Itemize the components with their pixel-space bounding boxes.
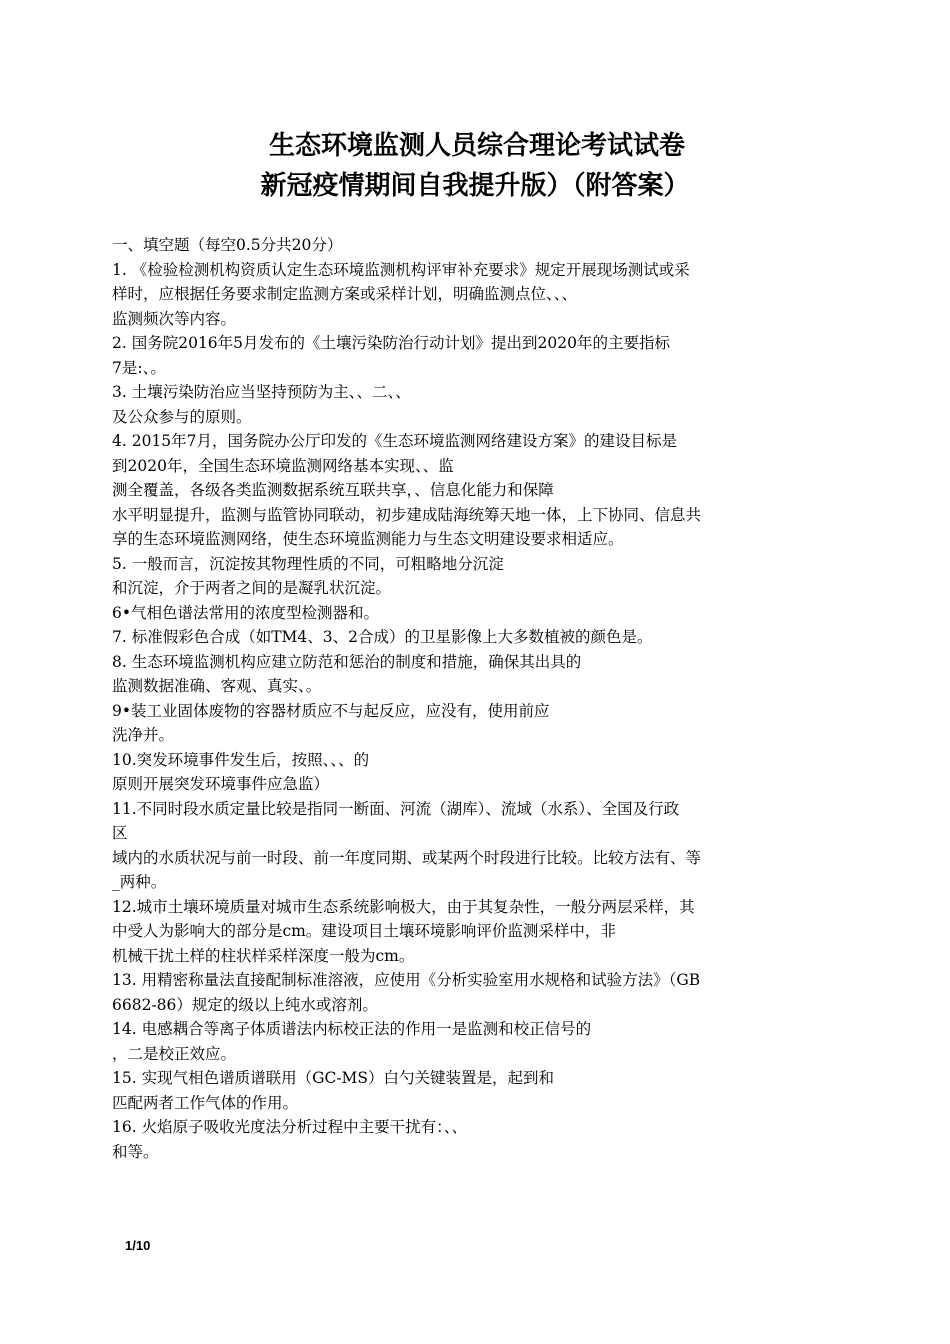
text-line: 匹配两者工作气体的作用。 xyxy=(112,1093,299,1112)
text-line: 6•气相色谱法常用的浓度型检测器和。 xyxy=(112,603,380,622)
text-line: 5. 一般而言，沉淀按其物理性质的不同，可粗略地分沉淀 xyxy=(112,554,504,573)
text-line: 样时，应根据任务要求制定监测方案或采样计划，明确监测点位、、、 xyxy=(112,285,578,303)
text-line: 到2020年，全国生态环境监测网络基本实现、、监 xyxy=(112,456,454,475)
text-line: 监测数据准确、客观、真实、。 xyxy=(112,677,322,695)
text-line: 原则开展突发环境事件应急监） xyxy=(112,775,330,793)
text-line: 享的生态环境监测网络，使生态环境监测能力与生态文明建设要求相适应。 xyxy=(112,530,624,548)
text-line: 8. 生态环境监测机构应建立防范和惩治的制度和措施，确保其出具的 xyxy=(112,652,582,671)
text-line: 监测频次等内容。 xyxy=(112,309,237,328)
title-line-1: 生态环境监测人员综合理论考试试卷 xyxy=(268,131,685,161)
text-line: 10.突发环境事件发生后，按照、、、的 xyxy=(112,750,370,769)
page-number: 1/10 xyxy=(125,1238,151,1253)
text-line: 14. 电感耦合等离子体质谱法内标校正法的作用一是监测和校正信号的 xyxy=(112,1020,592,1038)
text-line: 区 xyxy=(112,824,128,842)
text-line: ，二是校正效应。 xyxy=(112,1044,237,1063)
text-line: _两种。 xyxy=(112,873,167,891)
text-line: 及公众参与的原则。 xyxy=(112,407,252,426)
text-line: 洗净并。 xyxy=(112,726,175,744)
text-line: 1. 《检验检测机构资质认定生态环境监测机构评审补充要求》规定开展现场测试或采 xyxy=(112,260,690,279)
text-line: 4. 2015年7月，国务院办公厅印发的《生态环境监测网络建设方案》的建设目标是 xyxy=(112,432,678,450)
document-body xyxy=(112,233,842,1164)
text-line: 7是:、。 xyxy=(112,358,166,377)
text-line: 16. 火焰原子吸收光度法分析过程中主要干扰有：、、 xyxy=(112,1118,468,1136)
text-line: 测全覆盖，各级各类监测数据系统互联共享，、信息化能力和保障 xyxy=(112,481,554,499)
text-line: 和沉淀，介于两者之间的是凝乳状沉淀。 xyxy=(112,579,392,597)
text-line: 和等。 xyxy=(112,1142,159,1161)
text-line: 机械干扰土样的柱状样采样深度一般为cm。 xyxy=(112,946,415,965)
text-line: 水平明显提升，监测与监管协同联动，初步建成陆海统筹天地一体，上下协同、信息共 xyxy=(112,505,702,524)
text-line: 6682-86）规定的级以上纯水或溶剂。 xyxy=(112,995,378,1014)
text-line: 15. 实现气相色谱质谱联用（GC-MS）白勺关键装置是，起到和 xyxy=(112,1069,555,1087)
document-title xyxy=(0,126,950,206)
text-line: 中受人为影响大的部分是cm。建设项目土壤环境影响评价监测采样中，非 xyxy=(112,922,616,940)
text-line: 12.城市土壤环境质量对城市生态系统影响极大，由于其复杂性，一般分两层采样，其 xyxy=(112,897,695,916)
text-line: 9•装工业固体废物的容器材质应不与起反应，应没有，使用前应 xyxy=(112,701,550,720)
text-line: 2. 国务院2016年5月发布的《土壤污染防治行动计划》提出到2020年的主要指标 xyxy=(112,334,670,352)
text-line: 一、填空题（每空0.5分共20分） xyxy=(112,236,343,254)
text-line: 3. 土壤污染防治应当坚持预防为主、、二、、 xyxy=(112,383,411,401)
text-line: 域内的水质状况与前一时段、前一年度同期、或某两个时段进行比较。比较方法有、等 xyxy=(112,848,702,867)
text-line: 11.不同时段水质定量比较是指同一断面、河流（湖库）、流域（水系）、全国及行政 xyxy=(112,799,680,818)
title-line-2: 新冠疫情期间自我提升版）（附答案） xyxy=(260,171,690,201)
text-line: 7. 标准假彩色合成（如TM4、3、2合成）的卫星影像上大多数植被的颜色是。 xyxy=(112,628,653,646)
text-line: 13. 用精密称量法直接配制标准溶液，应使用《分析实验室用水规格和试验方法》（GB xyxy=(112,971,701,989)
